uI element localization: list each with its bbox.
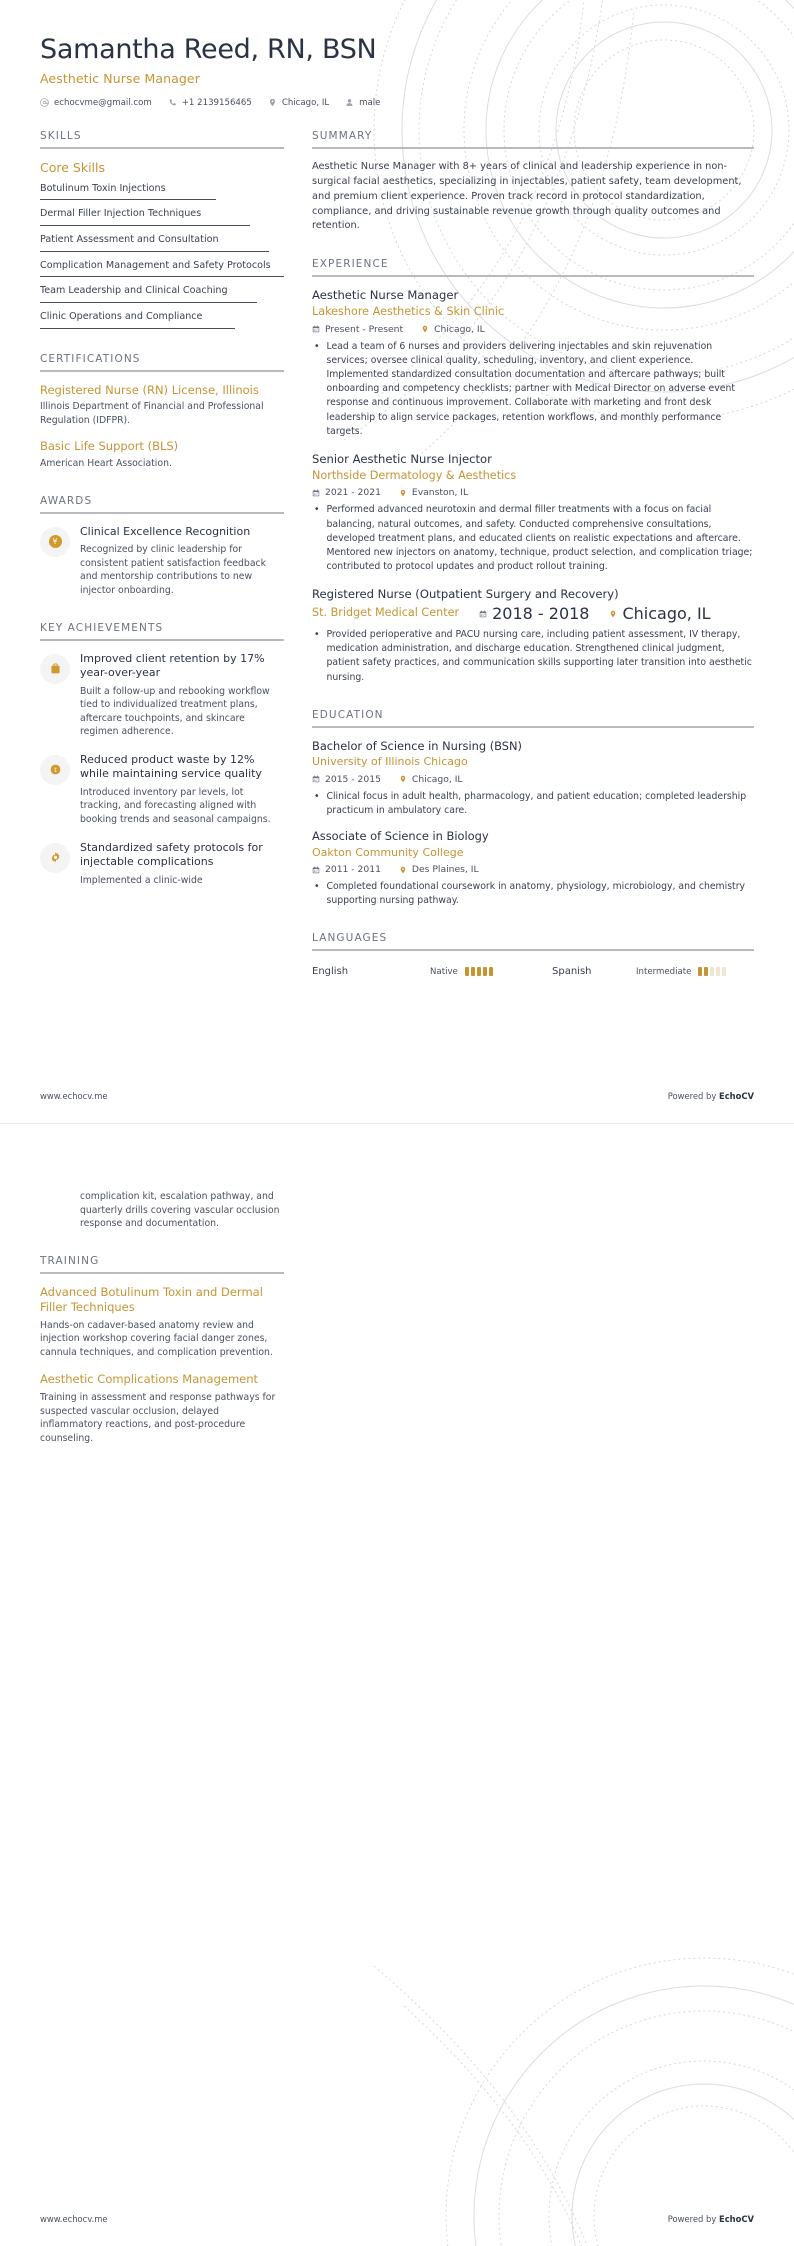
section-title-awards: AWARDS bbox=[40, 494, 93, 507]
skill-level-bar bbox=[40, 276, 284, 277]
language-name: English bbox=[312, 966, 349, 978]
experience-item bbox=[312, 587, 754, 685]
education-item bbox=[312, 739, 754, 818]
experience-list bbox=[312, 277, 754, 684]
key-achievement-description: Implemented a clinic-wide bbox=[80, 874, 203, 886]
bullet-dot: • bbox=[314, 504, 320, 516]
coin-icon bbox=[49, 763, 62, 776]
entry-badge bbox=[40, 654, 70, 684]
training-item bbox=[40, 1285, 284, 1360]
contact-location bbox=[268, 98, 329, 108]
language-level-block bbox=[430, 967, 552, 977]
language-name: Spanish bbox=[552, 966, 592, 978]
section-skills bbox=[40, 130, 284, 329]
award-title: Clinical Excellence Recognition bbox=[80, 524, 251, 538]
training-name: Advanced Botulinum Toxin and Dermal Filler Techniques bbox=[40, 1284, 263, 1314]
education-bullets bbox=[312, 880, 754, 908]
resume-page-2 bbox=[0, 1123, 794, 2246]
key-achievement-description: Built a follow-up and rebooking workflow tied to individualized treatment plans, aftercare touchpoints, and skincare regimen adherence. bbox=[80, 685, 270, 738]
skill-item bbox=[40, 233, 284, 252]
contact-email[interactable] bbox=[40, 98, 152, 108]
job-title: Senior Aesthetic Nurse Injector bbox=[312, 451, 492, 466]
footer-powered-prefix: Powered by bbox=[667, 1091, 719, 1101]
calendar-icon bbox=[312, 866, 320, 874]
footer-powered-by bbox=[668, 1091, 754, 1101]
bullet-dot: • bbox=[314, 881, 320, 893]
job-bullets bbox=[312, 628, 754, 685]
decorative-swirl-2 bbox=[374, 1886, 794, 2246]
skill-label: Dermal Filler Injection Techniques bbox=[40, 208, 202, 220]
certification-issuer: American Heart Association. bbox=[40, 458, 172, 470]
footer-brand: EchoCV bbox=[718, 1091, 754, 1101]
resume-header bbox=[0, 0, 794, 108]
job-bullets bbox=[312, 340, 754, 439]
language-level-segment bbox=[471, 967, 475, 976]
section-languages bbox=[312, 932, 754, 977]
entry-badge bbox=[40, 755, 70, 785]
job-dates-value: 2018 - 2018 bbox=[492, 604, 590, 624]
skill-label: Complication Management and Safety Protocols bbox=[40, 259, 271, 271]
job-location-value: Chicago, IL bbox=[434, 323, 485, 335]
job-bullets bbox=[312, 503, 754, 574]
contact-gender bbox=[345, 98, 380, 108]
training-description: Training in assessment and response pathways for suspected vascular occlusion, delayed inflammatory reactions, and post-procedure counseling. bbox=[40, 1392, 276, 1444]
key-achievement-description: Introduced inventory par levels, lot tracking, and forecasting aligned with booking trends and seasonal campaigns. bbox=[80, 786, 271, 825]
svg-text:t: t bbox=[53, 766, 57, 775]
job-dates-value: Present - Present bbox=[325, 323, 404, 335]
education-dates-value: 2015 - 2015 bbox=[325, 773, 381, 785]
education-dates bbox=[312, 864, 381, 875]
education-degree: Bachelor of Science in Nursing (BSN) bbox=[312, 738, 522, 753]
section-education bbox=[312, 709, 754, 909]
location-icon bbox=[268, 98, 277, 107]
calendar-icon bbox=[312, 775, 320, 783]
contact-phone[interactable] bbox=[168, 98, 252, 108]
job-organization: Northside Dermatology & Aesthetics bbox=[312, 468, 517, 482]
education-meta bbox=[312, 864, 754, 875]
job-title: Registered Nurse (Outpatient Surgery and Recovery) bbox=[312, 587, 619, 602]
education-dates-value: 2011 - 2011 bbox=[325, 864, 381, 876]
education-location bbox=[399, 864, 479, 875]
education-bullet-text: Clinical focus in adult health, pharmacology, and patient education; completed leadership practicum in ambulatory care. bbox=[326, 790, 747, 816]
location-icon bbox=[421, 325, 429, 333]
education-item bbox=[312, 829, 754, 908]
key-achievement-title: Improved client retention by 17% year-over-year bbox=[80, 651, 265, 680]
job-location bbox=[421, 324, 485, 335]
contact-row bbox=[40, 98, 754, 108]
languages-list bbox=[312, 951, 754, 977]
language-row bbox=[312, 966, 754, 977]
key-achievement-title: Reduced product waste by 12% while maintaining service quality bbox=[80, 752, 262, 781]
education-school: University of Illinois Chicago bbox=[312, 755, 468, 769]
key-achievements-list bbox=[40, 641, 284, 888]
language-level-bars bbox=[465, 967, 493, 976]
job-location-value: Evanston, IL bbox=[411, 487, 469, 499]
education-degree: Associate of Science in Biology bbox=[312, 829, 489, 843]
job-location bbox=[609, 604, 710, 623]
section-title-key-achievements: KEY ACHIEVEMENTS bbox=[40, 621, 164, 634]
section-title-summary: SUMMARY bbox=[312, 129, 373, 142]
training-item bbox=[40, 1372, 284, 1445]
sidebar-column bbox=[40, 130, 284, 911]
skill-item bbox=[40, 284, 284, 303]
contact-phone-value: +1 2139156465 bbox=[181, 97, 252, 108]
calendar-icon bbox=[479, 610, 487, 618]
certification-name: Basic Life Support (BLS) bbox=[40, 439, 179, 454]
job-dates-value: 2021 - 2021 bbox=[325, 487, 381, 499]
language-level-segment bbox=[704, 967, 708, 976]
training-list bbox=[40, 1274, 284, 1446]
section-title-training: TRAINING bbox=[40, 1254, 100, 1267]
location-icon bbox=[399, 489, 407, 497]
sidebar-column-page2 bbox=[40, 1190, 284, 1469]
key-achievement-item bbox=[40, 841, 284, 888]
job-location bbox=[399, 487, 468, 498]
page-footer-1 bbox=[40, 1091, 754, 1101]
language-name-block bbox=[552, 966, 636, 977]
entry-badge bbox=[40, 527, 70, 557]
training-description: Hands-on cadaver-based anatomy review and injection workshop covering facial danger zones, cannula techniques, and complication prevention. bbox=[40, 1319, 273, 1358]
job-meta bbox=[312, 324, 754, 335]
footer-site[interactable]: www.echocv.me bbox=[40, 1091, 108, 1101]
education-meta bbox=[312, 774, 754, 785]
location-icon bbox=[399, 866, 407, 874]
job-bullet-text: Performed advanced neurotoxin and dermal filler treatments with a focus on facial balancing, natural outcomes, and safety. Conducted comprehensive consultations, developed treatment plans, and educated clients on realistic expectations and aftercare. Mentored new injectors on anatomy, technique, product selection, and complication triage; contributed to protocol updates and product rollout training. bbox=[326, 504, 753, 572]
contact-gender-value: male bbox=[359, 97, 381, 108]
education-location bbox=[399, 774, 463, 785]
education-bullet bbox=[314, 880, 754, 908]
bullet-dot: • bbox=[314, 629, 320, 641]
job-meta-inline bbox=[312, 604, 754, 623]
page-footer-2 bbox=[40, 2214, 754, 2224]
briefcase-icon bbox=[49, 662, 62, 675]
skill-level-bar bbox=[40, 251, 269, 252]
footer-site[interactable]: www.echocv.me bbox=[40, 2214, 108, 2224]
job-dates bbox=[479, 604, 589, 623]
skill-label: Botulinum Toxin Injections bbox=[40, 182, 166, 194]
job-dates bbox=[312, 324, 403, 335]
email-icon bbox=[40, 98, 49, 107]
location-icon bbox=[609, 610, 617, 618]
language-level-segment bbox=[465, 967, 469, 976]
calendar-icon bbox=[312, 325, 320, 333]
location-icon bbox=[399, 775, 407, 783]
job-title: Aesthetic Nurse Manager bbox=[312, 288, 459, 303]
contact-location-value: Chicago, IL bbox=[281, 97, 330, 108]
resume-columns-page2 bbox=[0, 1124, 794, 1469]
skill-item bbox=[40, 310, 284, 329]
section-awards bbox=[40, 495, 284, 598]
job-organization: Lakeshore Aesthetics & Skin Clinic bbox=[312, 305, 505, 319]
bullet-dot: • bbox=[314, 340, 320, 352]
section-experience bbox=[312, 258, 754, 684]
experience-item bbox=[312, 452, 754, 574]
skill-item bbox=[40, 259, 284, 278]
education-location-value: Chicago, IL bbox=[411, 773, 463, 785]
section-key-achievements bbox=[40, 622, 284, 888]
job-dates bbox=[312, 487, 381, 498]
job-bullet bbox=[314, 503, 754, 574]
section-title-education: EDUCATION bbox=[312, 708, 384, 721]
award-item bbox=[40, 525, 284, 598]
main-column bbox=[312, 130, 754, 1002]
page-title: Samantha Reed, RN, BSN bbox=[40, 34, 377, 65]
resume-columns bbox=[0, 108, 794, 1002]
language-level-segment bbox=[716, 967, 720, 976]
key-achievement-item bbox=[40, 753, 284, 827]
education-list bbox=[312, 728, 754, 909]
phone-icon bbox=[168, 98, 177, 107]
certification-issuer: Illinois Department of Financial and Professional Regulation (IDFPR). bbox=[40, 401, 264, 426]
skill-item bbox=[40, 207, 284, 226]
header-tagline: Aesthetic Nurse Manager bbox=[40, 70, 200, 86]
section-title-languages: LANGUAGES bbox=[312, 932, 388, 945]
job-meta bbox=[312, 487, 754, 498]
section-title-certifications: CERTIFICATIONS bbox=[40, 352, 141, 365]
awards-list bbox=[40, 514, 284, 598]
achievement-continued-text: complication kit, escalation pathway, and quarterly drills covering vascular occlusion response and documentation. bbox=[80, 1191, 280, 1230]
skill-label: Team Leadership and Clinical Coaching bbox=[40, 285, 228, 297]
skill-level-bar bbox=[40, 199, 216, 200]
education-bullet bbox=[314, 790, 754, 818]
language-level-segment bbox=[477, 967, 481, 976]
education-school: Oakton Community College bbox=[312, 845, 464, 859]
experience-item bbox=[312, 288, 754, 439]
section-title-skills: SKILLS bbox=[40, 129, 82, 142]
skill-group-title: Core Skills bbox=[40, 159, 106, 175]
education-bullet-text: Completed foundational coursework in anatomy, physiology, microbiology, and chemistry supporting nursing pathway. bbox=[326, 881, 746, 907]
gear-icon bbox=[49, 851, 62, 864]
education-bullets bbox=[312, 790, 754, 818]
entry-badge bbox=[40, 843, 70, 873]
language-level: Native bbox=[430, 966, 458, 977]
skill-label: Clinic Operations and Compliance bbox=[40, 310, 203, 322]
key-achievement-title: Standardized safety protocols for injectable complications bbox=[80, 840, 263, 869]
footer-powered-by bbox=[668, 2214, 754, 2224]
skill-item bbox=[40, 182, 284, 201]
footer-brand: EchoCV bbox=[718, 2214, 754, 2224]
award-description: Recognized by clinic leadership for consistent patient satisfaction feedback and mentorship contributions to new injector onboarding. bbox=[80, 544, 267, 596]
section-title-experience: EXPERIENCE bbox=[312, 258, 389, 271]
calendar-icon bbox=[312, 489, 320, 497]
certifications-list bbox=[40, 372, 284, 471]
achievement-continuation bbox=[40, 1190, 284, 1231]
job-bullet-text: Provided perioperative and PACU nursing care, including patient assessment, IV therapy, medication administration, and discharge education. Strengthened clinical judgment, patient safety practices, and communication skills supporting later transition into aesthetic nursing. bbox=[326, 629, 752, 683]
skill-level-bar bbox=[40, 302, 257, 303]
language-level-segment bbox=[489, 967, 493, 976]
contact-email-value: echocvme@gmail.com bbox=[54, 97, 152, 108]
certification-item bbox=[40, 383, 284, 428]
education-dates bbox=[312, 774, 381, 785]
job-bullet bbox=[314, 628, 754, 685]
language-level-bars bbox=[698, 967, 726, 976]
skill-label: Patient Assessment and Consultation bbox=[40, 234, 219, 246]
language-level-segment bbox=[698, 967, 702, 976]
section-training bbox=[40, 1255, 284, 1446]
key-achievement-item bbox=[40, 652, 284, 739]
person-icon bbox=[345, 98, 354, 107]
job-location-value: Chicago, IL bbox=[622, 604, 711, 624]
section-summary bbox=[312, 130, 754, 234]
job-organization: St. Bridget Medical Center bbox=[312, 606, 460, 620]
summary-text: Aesthetic Nurse Manager with 8+ years of clinical and leadership experience in non-surgical facial aesthetics, specializing in injectables, patient safety, team development, and premium client experience. Proven track record in protocol standardization, compliance, and driving sustainable revenue growth through quality outcomes and retention. bbox=[312, 160, 742, 232]
skill-level-bar bbox=[40, 225, 250, 226]
footer-powered-prefix: Powered by bbox=[667, 2214, 719, 2224]
job-bullet-text: Lead a team of 6 nurses and providers delivering injectables and skin rejuvenation services; oversee clinical quality, scheduling, inventory, and client experience. Implemented standardized consultation documentation and aftercare pathways; built onboarding and competency checklists; partner with Medical Director on adverse event response and continuous improvement. Collaborate with marketing and front desk leadership to align service packages, retention workflows, and monthly performance targets. bbox=[326, 340, 735, 437]
language-level: Intermediate bbox=[636, 966, 692, 977]
training-name: Aesthetic Complications Management bbox=[40, 1372, 259, 1387]
certification-name: Registered Nurse (RN) License, Illinois bbox=[40, 382, 259, 397]
language-level-segment bbox=[483, 967, 487, 976]
medal-icon: ¥ bbox=[49, 535, 62, 548]
language-level-segment bbox=[722, 967, 726, 976]
language-name-block bbox=[312, 966, 430, 977]
certification-item bbox=[40, 439, 284, 470]
education-location-value: Des Plaines, IL bbox=[411, 864, 479, 876]
language-level-segment bbox=[710, 967, 714, 976]
skill-level-bar bbox=[40, 328, 235, 329]
job-bullet bbox=[314, 340, 754, 439]
section-certifications bbox=[40, 353, 284, 471]
skills-list bbox=[40, 182, 284, 329]
bullet-dot: • bbox=[314, 790, 320, 802]
language-level-block bbox=[636, 967, 726, 977]
